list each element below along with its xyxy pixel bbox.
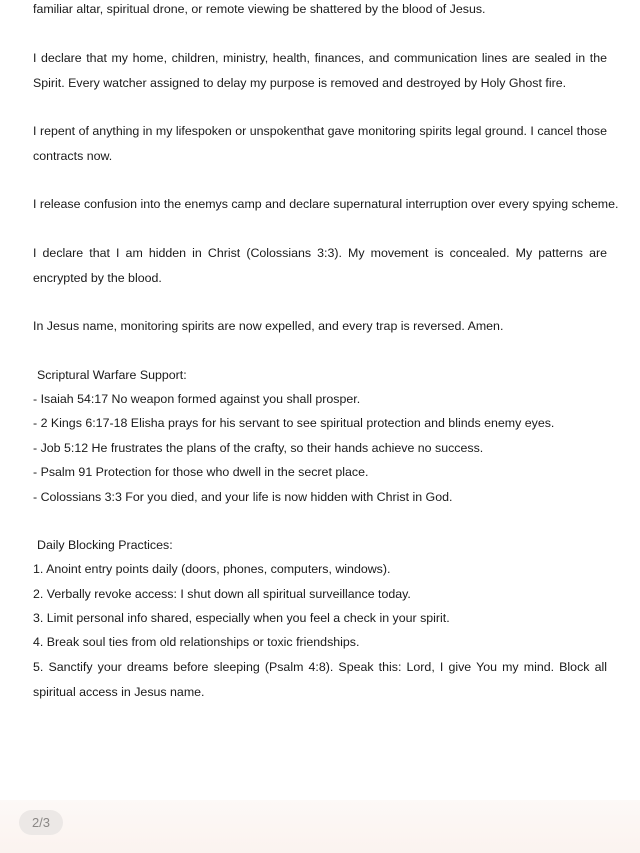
paragraph: I declare that I am hidden in Christ (Colossians 3:3). My movement is concealed. My patterns are encrypted by the blood. bbox=[33, 246, 607, 285]
section-heading-practices: Daily Blocking Practices: bbox=[37, 538, 173, 552]
list-item: - Psalm 91 Protection for those who dwell in the secret place. bbox=[33, 465, 369, 479]
list-item: - Isaiah 54:17 No weapon formed against you shall prosper. bbox=[33, 392, 361, 406]
section-heading-scriptural: Scriptural Warfare Support: bbox=[37, 368, 187, 382]
list-item: - Colossians 3:3 For you died, and your life is now hidden with Christ in God. bbox=[33, 490, 453, 504]
list-item: 3. Limit personal info shared, especially when you feel a check in your spirit. bbox=[33, 611, 450, 625]
paragraph: In Jesus name, monitoring spirits are now expelled, and every trap is reversed. Amen. bbox=[33, 319, 504, 333]
paragraph: familiar altar, spiritual drone, or remote viewing be shattered by the blood of Jesus. bbox=[33, 2, 486, 16]
paragraph: I declare that my home, children, ministry, health, finances, and communication lines are sealed in the Spirit. Every watcher assigned to delay my purpose is removed and destroyed by Holy Ghost fire. bbox=[33, 51, 607, 90]
list-item: 2. Verbally revoke access: I shut down all spiritual surveillance today. bbox=[33, 587, 411, 601]
list-item: 1. Anoint entry points daily (doors, phones, computers, windows). bbox=[33, 562, 391, 576]
paragraph: I release confusion into the enemys camp and declare supernatural interruption over every spying scheme. bbox=[33, 197, 619, 211]
list-item: 4. Break soul ties from old relationships or toxic friendships. bbox=[33, 635, 360, 649]
page-indicator[interactable]: 2/3 bbox=[19, 810, 63, 835]
footer-bar bbox=[0, 800, 640, 853]
list-item: - Job 5:12 He frustrates the plans of the crafty, so their hands achieve no success. bbox=[33, 441, 484, 455]
list-item: - 2 Kings 6:17-18 Elisha prays for his servant to see spiritual protection and blinds enemy eyes. bbox=[33, 416, 555, 430]
list-item: 5. Sanctify your dreams before sleeping (Psalm 4:8). Speak this: Lord, I give You my mind. Block all spiritual access in Jesus name. bbox=[33, 660, 607, 699]
paragraph: I repent of anything in my lifespoken or unspokenthat gave monitoring spirits legal ground. I cancel those contracts now. bbox=[33, 124, 607, 163]
